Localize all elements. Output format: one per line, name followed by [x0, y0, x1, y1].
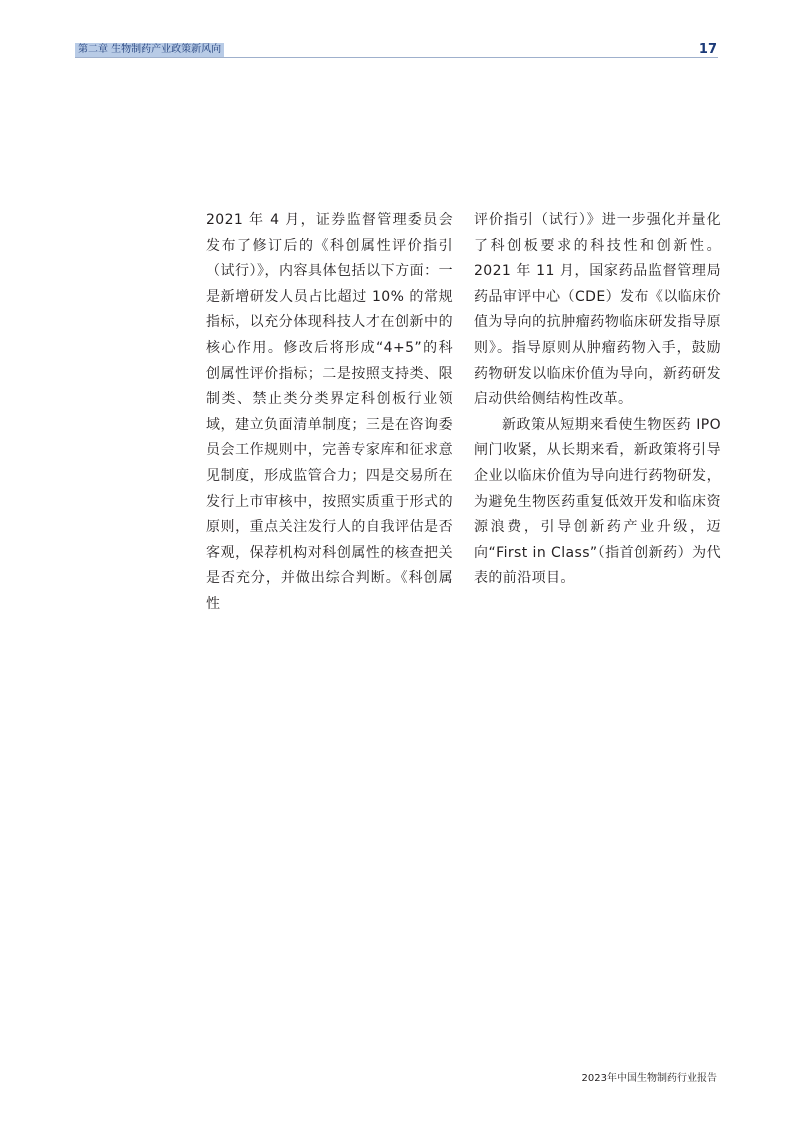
body-paragraph: 新政策从短期来看使生物医药 IPO 闸门收紧，从长期来看，新政策将引导企业以临床价值为导向进行药物研发，为避免生物医药重复低效开发和临床资源浪费，引导创新药产业升级，迈向“First in Class”（指首创新药）为代表的前沿项目。: [474, 416, 721, 587]
body-paragraph-continuation: 评价指引（试行）》进一步强化并量化了科创板要求的科技性和创新性。2021 年 11 月，国家药品监督管理局药品审评中心（CDE）发布《以临床价值为导向的抗肿瘤药物临床研发指导原则》。指导原则从肿瘤药物入手，鼓励药物研发以临床价值为导向，新药研发启动供给侧结构性改革。: [474, 212, 721, 408]
page-number: 17: [698, 42, 717, 57]
footer-report-title: 2023年中国生物制药行业报告: [581, 1073, 717, 1084]
right-text-column: [474, 208, 721, 592]
left-text-column: [206, 208, 453, 618]
header-rule: [75, 57, 718, 58]
body-paragraph: 2021 年 4 月，证券监督管理委员会发布了修订后的《科创属性评价指引（试行）》，内容具体包括以下方面：一是新增研发人员占比超过 10% 的常规指标，以充分体现科技人才在创新中的核心作用。修改后将形成“4+5”的科创属性评价指标；二是按照支持类、限制类、禁止类分类界定科创板行业领域，建立负面清单制度；三是在咨询委员会工作规则中，完善专家库和征求意见制度，形成监管合力；四是交易所在发行上市审核中，按照实质重于形式的原则，重点关注发行人的自我评估是否客观，保荐机构对科创属性的核查把关是否充分，并做出综合判断。《科创属性: [206, 212, 453, 612]
chapter-label: 第二章 生物制药产业政策新风向: [75, 43, 224, 57]
